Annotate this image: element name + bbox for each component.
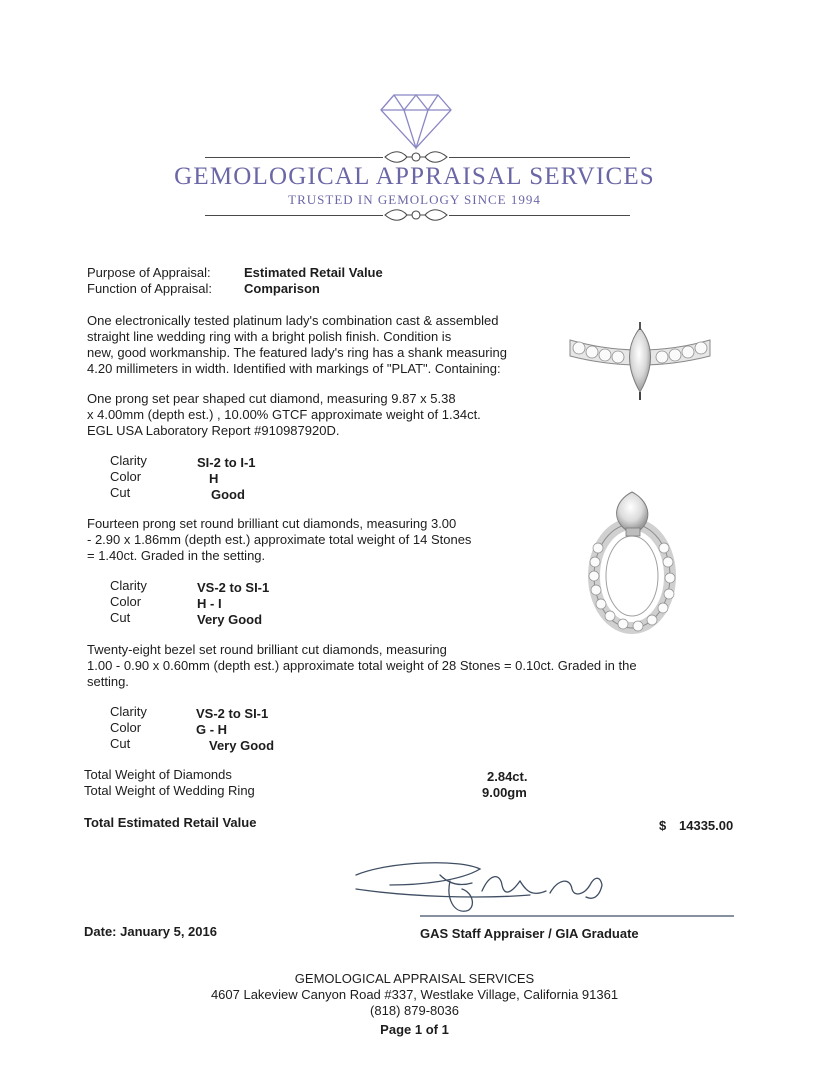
appraisal-date: Date: January 5, 2016 (84, 924, 217, 939)
description-line: straight line wedding ring with a bright polish finish. Condition is (87, 329, 452, 344)
stone-line: setting. (87, 674, 129, 689)
total-retail-label: Total Estimated Retail Value (84, 815, 257, 830)
cut-value: Good (211, 487, 245, 502)
ring-angled-view-image (580, 488, 690, 636)
bezel-stones-description (87, 642, 707, 690)
total-retail-value: 14335.00 (679, 818, 734, 833)
appraiser-signature (350, 855, 740, 925)
clarity-value: SI-2 to I-1 (197, 455, 256, 470)
footer-company: GEMOLOGICAL APPRAISAL SERVICES (294, 971, 535, 986)
color-value: G - H (196, 722, 228, 737)
footer-phone: (818) 879-8036 (370, 1003, 459, 1018)
stone-line: EGL USA Laboratory Report #910987920D. (87, 423, 340, 438)
color-value: H (209, 471, 219, 486)
function-value: Comparison (244, 281, 320, 296)
item-description (87, 313, 547, 377)
clarity-label: Clarity (110, 578, 147, 593)
total-diamonds-value: 2.84ct. (487, 769, 528, 784)
function-label: Function of Appraisal: (87, 281, 213, 296)
description-line: 4.20 millimeters in width. Identified with markings of "PLAT". Containing: (87, 361, 501, 376)
description-line: One electronically tested platinum lady's combination cast & assembled (87, 313, 499, 328)
stone-line: x 4.00mm (depth est.) , 10.00% GTCF approximate weight of 1.34ct. (87, 407, 481, 422)
ring-side-view-image (565, 318, 715, 408)
footer-address: 4607 Lakeview Canyon Road #337, Westlake Village, California 91361 (210, 987, 619, 1002)
color-label: Color (110, 594, 142, 609)
side-stones-description (87, 516, 567, 564)
cut-label: Cut (110, 610, 131, 625)
color-label: Color (110, 469, 142, 484)
center-stone-description (87, 391, 567, 439)
page-number: Page 1 of 1 (380, 1022, 449, 1037)
header-rule-top-right (449, 157, 630, 158)
cut-label: Cut (110, 736, 131, 751)
clarity-value: VS-2 to SI-1 (196, 706, 269, 721)
color-value: H - I (197, 596, 222, 611)
stone-line: Twenty-eight bezel set round brilliant cut diamonds, measuring (87, 642, 447, 657)
purpose-label: Purpose of Appraisal: (87, 265, 211, 280)
description-line: new, good workmanship. The featured lady's ring has a shank measuring (87, 345, 507, 360)
company-logo-title: GEMOLOGICAL APPRAISAL SERVICES (174, 163, 655, 190)
cut-value: Very Good (209, 738, 275, 753)
color-label: Color (110, 720, 142, 735)
header-rule-top-left (205, 157, 383, 158)
header-rule-bottom-right (449, 215, 630, 216)
clarity-value: VS-2 to SI-1 (197, 580, 270, 595)
diamond-icon (378, 92, 454, 150)
currency-symbol: $ (659, 818, 667, 833)
stone-line: = 1.40ct. Graded in the setting. (87, 548, 266, 563)
purpose-value: Estimated Retail Value (244, 265, 383, 280)
stone-line: - 2.90 x 1.86mm (depth est.) approximate total weight of 14 Stones (87, 532, 472, 547)
stone-line: 1.00 - 0.90 x 0.60mm (depth est.) approximate total weight of 28 Stones = 0.10ct. Graded in the (87, 658, 637, 673)
appraiser-title: GAS Staff Appraiser / GIA Graduate (420, 926, 639, 941)
stone-line: Fourteen prong set round brilliant cut diamonds, measuring 3.00 (87, 516, 457, 531)
header-rule-bottom-left (205, 215, 383, 216)
ornament-icon (383, 206, 449, 224)
clarity-label: Clarity (110, 704, 147, 719)
total-ring-label: Total Weight of Wedding Ring (84, 783, 255, 798)
stone-line: One prong set pear shaped cut diamond, measuring 9.87 x 5.38 (87, 391, 456, 406)
total-ring-value: 9.00gm (482, 785, 527, 800)
cut-value: Very Good (197, 612, 263, 627)
total-diamonds-label: Total Weight of Diamonds (84, 767, 232, 782)
cut-label: Cut (110, 485, 131, 500)
company-tagline: TRUSTED IN GEMOLOGY SINCE 1994 (288, 192, 541, 207)
clarity-label: Clarity (110, 453, 147, 468)
